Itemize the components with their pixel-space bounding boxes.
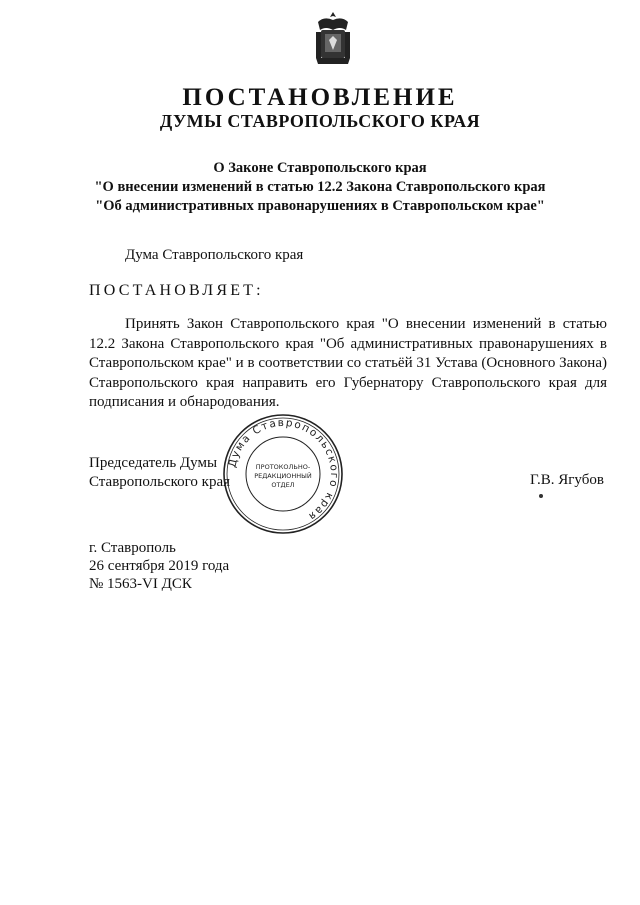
svg-text:РЕДАКЦИОННЫЙ: РЕДАКЦИОННЫЙ: [254, 472, 312, 480]
duma-name: Дума Ставропольского края: [125, 247, 304, 263]
document-number: № 1563-VI ДСК: [89, 576, 192, 592]
date: 26 сентября 2019 года: [89, 558, 230, 574]
place: г. Ставрополь: [89, 540, 176, 556]
signature-mark: [539, 494, 543, 498]
svg-text:ОТДЕЛ: ОТДЕЛ: [271, 481, 295, 489]
law-title-line-2: "О внесении изменений в статью 12.2 Закона Ставропольского края: [94, 179, 546, 195]
document-subtitle: ДУМЫ СТАВРОПОЛЬСКОГО КРАЯ: [159, 111, 481, 131]
svg-text:Дума Ставропольского края: Дума Ставропольского края: [226, 416, 341, 524]
signatory-position: [89, 454, 230, 492]
document-title: ПОСТАНОВЛЕНИЕ: [182, 84, 458, 111]
signatory-position-line-2: Ставропольского края: [89, 474, 230, 490]
law-title-line-3: "Об административных правонарушениях в Ставропольском крае": [95, 198, 545, 214]
coat-of-arms-emblem: [312, 10, 354, 66]
signatory-position-line-1: Председатель Думы: [89, 455, 218, 471]
svg-text:ПРОТОКОЛЬНО-: ПРОТОКОЛЬНО-: [255, 463, 311, 471]
official-stamp: [221, 412, 345, 536]
resolves-heading: ПОСТАНОВЛЯЕТ:: [89, 282, 264, 299]
law-title-line-1: О Законе Ставропольского края: [213, 160, 427, 176]
signatory-name: Г.В. Ягубов: [530, 472, 604, 488]
resolution-text: Принять Закон Ставропольского края "О внесении изменений в статью 12.2 Закона Ставропольского края "Об административных правонарушениях в Ставропольском крае" и в соответствии со статьёй 31 Устава (Основного Закона) Ставропольского края направить его Губернатору Ставропольского края для подписания и обнародования.: [89, 316, 607, 411]
